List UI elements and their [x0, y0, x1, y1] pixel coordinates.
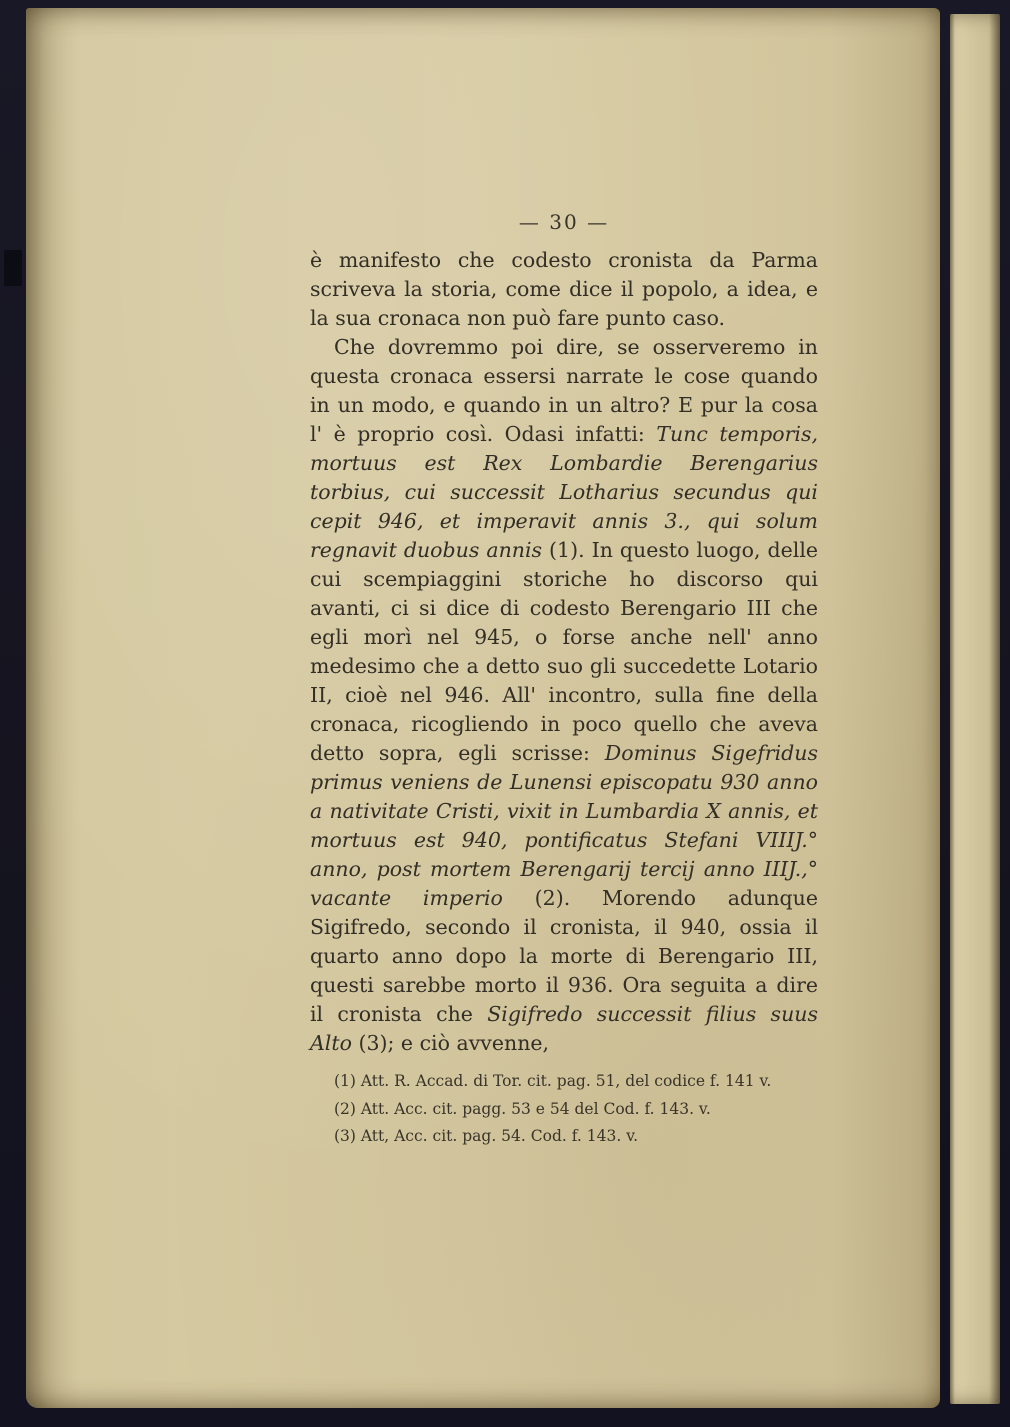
text-segment: (2). Morendo adunque Sigifredo, secondo il cronista, il 940, ossia il quarto anno dopo la morte di Berengario III, questi sarebbe morto il 936. Ora seguita a dire il cronista che	[310, 886, 819, 1026]
footnote: (3) Att, Acc. cit. pag. 54. Cod. f. 143. v.	[334, 1127, 639, 1145]
text-segment: Che dovremmo poi dire, se osserveremo in questa cronaca essersi narrate le cose quando in un modo, e quando in un altro? E pur la cosa l' è proprio così. Odasi infatti:	[310, 335, 818, 446]
body-text	[310, 246, 818, 1058]
scan-edge-notch	[4, 250, 22, 286]
footnote: (2) Att. Acc. cit. pagg. 53 e 54 del Cod. f. 143. v.	[334, 1099, 711, 1118]
text-segment: è manifesto che codesto cronista da Parma scriveva la storia, come dice il popolo, a idea, e la sua cronaca non può fare punto caso.	[310, 248, 818, 330]
latin-quote-segment: Dominus Sigefridus primus veniens de Lunensi episcopatu 930 anno a nativitate Cristi, vixit in Lumbardia X annis, et mortuus est 940, pontificatus Stefani VIIIJ.° anno, post mortem Berengarij tercij anno IIIJ.,° vacante imperio	[310, 741, 818, 910]
book-page	[26, 8, 940, 1408]
latin-quote-segment: Tunc temporis, mortuus est Rex Lombardie Berengarius torbius, cui successit Lotharius secundus qui cepit 946, et imperavit annis 3., qui solum regnavit duobus annis	[310, 422, 818, 562]
latin-quote-segment: Sigifredo successit filius suus Alto	[310, 1002, 819, 1055]
paragraph	[310, 246, 818, 333]
text-segment: (3); e ciò avvenne,	[351, 1031, 550, 1055]
page-number: — 30 —	[518, 210, 610, 234]
next-page-edge	[950, 14, 1000, 1404]
footnotes	[334, 1068, 834, 1151]
text-segment: (1). In questo luogo, delle cui scempiaggini storiche ho discorso qui avanti, ci si dice di codesto Berengario III che egli morì nel 945, o forse anche nell' anno medesimo che a detto suo gli succedette Lotario II, cioè nel 946. All' incontro, sulla fine della cronaca, ricogliendo in poco quello che aveva detto sopra, egli scrisse:	[310, 538, 819, 765]
paragraph	[310, 333, 818, 1058]
footnote: (1) Att. R. Accad. di Tor. cit. pag. 51, del codice f. 141 v.	[334, 1072, 772, 1090]
